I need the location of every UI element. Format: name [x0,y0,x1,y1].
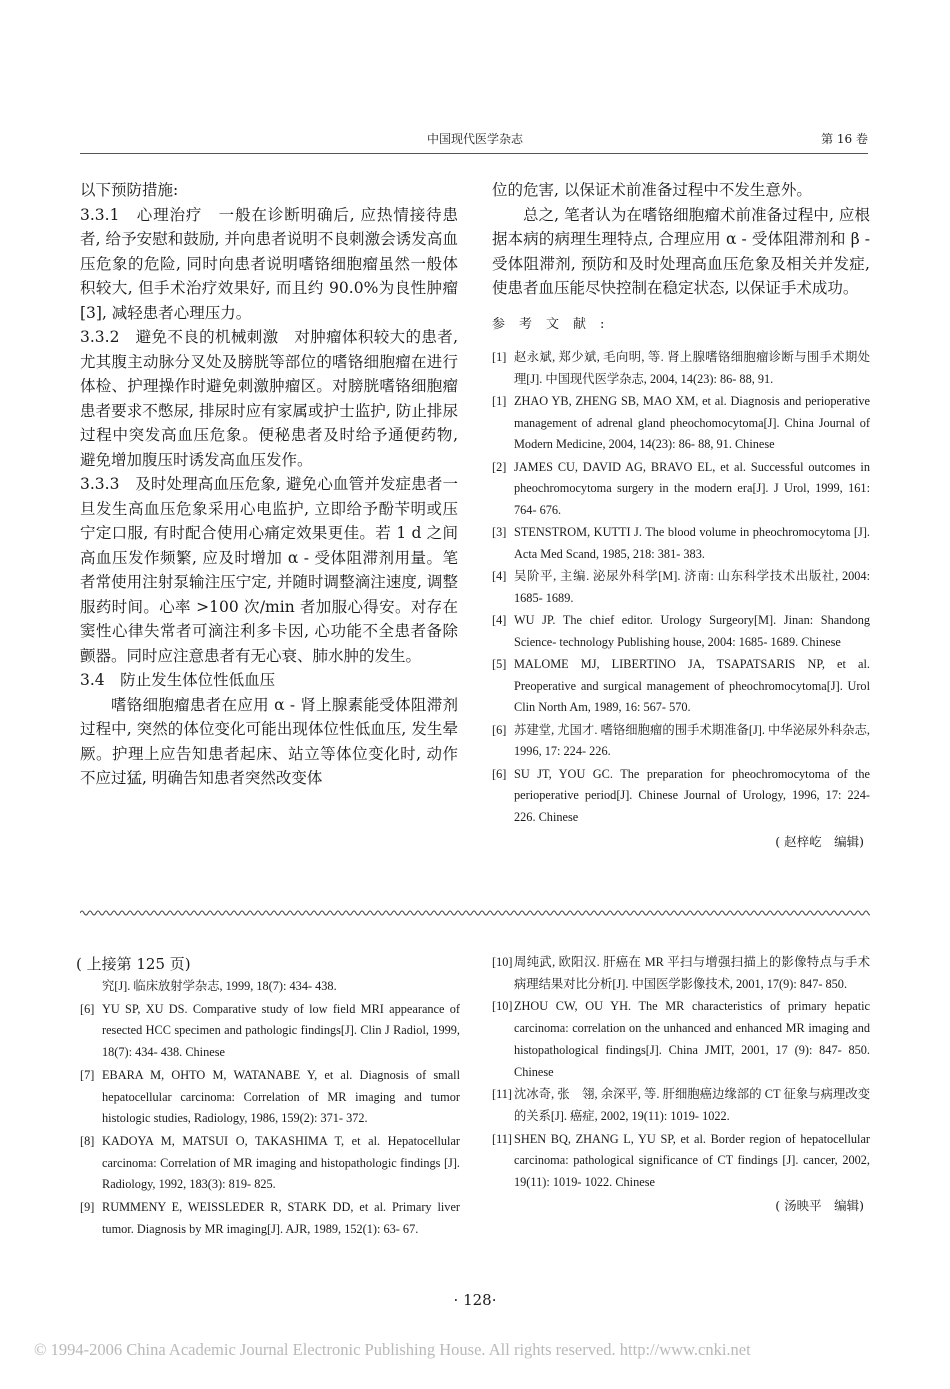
reference-item: [6] 苏建堂, 尤国才. 嗜铬细胞瘤的围手术期准备[J]. 中华泌尿外科杂志, 1996, 17: 224- 226. [492,722,870,758]
right-column [492,178,870,855]
reference-item: [6] YU SP, XU DS. Comparative study of low field MRI appearance of resected HCC specimen and pathologic findings[J]. Clin J Radiol, 1999, 18(7): 434- 438. Chinese [80,1001,460,1060]
paragraph-continued: 位的危害, 以保证术前准备过程中不发生意外。 [492,181,812,199]
reference-item: [1] ZHAO YB, ZHENG SB, MAO XM, et al. Diagnosis and perioperative management of adrenal gland pheochomocytoma[J]. China Journal of Modern Medicine, 2004, 14(23): 86- 88, 91. Chinese [492,394,870,451]
editor-credit: ( 汤映平 编辑) [775,1197,864,1213]
reference-item: [7] EBARA M, OHTO M, WATANABE Y, et al. Diagnosis of small hepatocellular carcinoma: Correlation of MR imaging and tumor histologic studies, Radiology, 1986, 159(2): 371- 372. [80,1067,460,1126]
running-header-journal: 中国现代医学杂志 [426,132,523,146]
references-title: 参考文献: [492,316,619,332]
editor-credit: ( 赵梓屹 编辑) [775,834,864,849]
reference-item: [10] ZHOU CW, OU YH. The MR characteristics of primary hepatic carcinoma: correlation on the unhanced and enhanced MR imaging and histopathological findings[J]. China JMIT, 2001, 17 (9): 847- 850. Chinese [492,999,870,1079]
reference-item: [1] 赵永斌, 郑少斌, 毛向明, 等. 肾上腺嗜铬细胞瘤诊断与围手术期处理[J]. 中国现代医学杂志, 2004, 14(23): 86- 88, 91. [492,350,870,386]
reference-item: [11] 沈冰奇, 张 翎, 余深平, 等. 肝细胞癌边缘部的 CT 征象与病理改变的关系[J]. 癌症, 2002, 19(11): 1019- 1022. [492,1087,870,1123]
continuation-right [492,952,870,1214]
reference-list [80,999,460,1241]
reference-continuation: 究[J]. 临床放射学杂志, 1999, 18(7): 434- 438. [102,979,337,993]
reference-item: [10] 周纯武, 欧阳汉. 肝癌在 MR 平扫与增强扫描上的影像特点与手术病理结果对比分析[J]. 中国医学影像技术, 2001, 17(9): 847- 850. [492,955,870,991]
paragraph-3-3-1: 3.3.1 心理治疗 一般在诊断明确后, 应热情接待患者, 给予安慰和鼓励, 并向患者说明不良刺激会诱发高血压危象的危险, 同时向患者说明嗜铬细胞瘤虽然一般体积较大, 但手术治疗效果好, 而且约 90.0%为良性肿瘤[3], 减轻患者心理压力。 [80,205,458,322]
reference-list [492,952,870,1194]
paragraph-3-4: 嗜铬细胞瘤患者在应用 α - 肾上腺素能受体阻滞剂过程中, 突然的体位变化可能出现体位性低血压, 发生晕厥。护理上应告知患者起床、站立等体位变化时, 动作不应过猛, 明确告知患者突然改变体 [80,695,458,787]
continued-from-note: ( 上接第 125 页) [76,955,191,973]
continuation-left [76,952,460,1241]
left-column [80,178,458,791]
reference-item: [3] STENSTROM, KUTTI J. The blood volume in pheochromocytoma [J]. Acta Med Scand, 1985, 218: 381- 383. [492,525,870,561]
reference-item: [6] SU JT, YOU GC. The preparation for pheochromocytoma of the perioperative period[J]. Chinese Journal of Urology, 1996, 17: 224- 226. Chinese [492,766,870,824]
paragraph-3-3-3: 3.3.3 及时处理高血压危象, 避免心血管并发症患者一旦发生高血压危象采用心电监护, 立即给予酚苄明或压宁定口服, 有时配合使用心痛定效果更佳。若 1 d 之间高血压发作频繁, 应及时增加 α - 受体阻滞剂用量。笔者常使用注射泵输注压宁定, 并随时调整滴注速度, 调整服药时间。心率 >100 次/min 者加服心得安。对存在窦性心律失常者可滴注利多卡因, 心功能不全患者备除颤器。同时应注意患者有无心衰、肺水肿的发生。 [80,475,458,665]
header-rule [80,153,868,154]
page-number: · 128· [453,1291,497,1309]
running-header-volume: 第 16 卷 [821,132,868,146]
paragraph-conclusion: 总之, 笔者认为在嗜铬细胞瘤术前准备过程中, 应根据本病的病理生理特点, 合理应用 α - 受体阻滞剂和 β - 受体阻滞剂, 预防和及时处理高血压危象及相关并发症, 使患者血压能尽快控制在稳定状态, 以保证手术成功。 [492,205,870,297]
paragraph-3-3-2: 3.3.2 避免不良的机械刺激 对肿瘤体积较大的患者, 尤其腹主动脉分叉处及膀胱等部位的嗜铬细胞瘤在进行体检、护理操作时避免刺激肿瘤区。对膀胱嗜铬细胞瘤患者要求不憋尿, 排尿时应有家属或护士监护, 防止排尿过程中突发高血压危象。便秘患者及时给予通便药物, 避免增加腹压时诱发高血压发作。 [80,328,458,469]
section-heading-3-4: 3.4 防止发生体位性低血压 [80,671,276,689]
reference-list [492,347,870,828]
reference-item: [11] SHEN BQ, ZHANG L, YU SP, et al. Border region of hepatocellular carcinoma: pathological significance of CT findings [J]. cancer, 2002, 19(11): 1019- 1022. Chinese [492,1131,870,1190]
paragraph: 以下预防措施: [80,181,179,199]
reference-item: [5] MALOME MJ, LIBERTINO JA, TSAPATSARIS NP, et al. Preoperative and surgical management of pheochromocytoma[J]. Urol Clin North Am, 1989, 16: 567- 570. [492,657,870,714]
wavy-divider-line [80,911,870,915]
reference-item: [8] KADOYA M, MATSUI O, TAKASHIMA T, et al. Hepatocellular carcinoma: Correlation of MR imaging and histopathologic findings [J]. Radiology, 1992, 183(3): 819- 825. [80,1133,460,1192]
reference-item: [4] 吴阶平, 主编. 泌尿外科学[M]. 济南: 山东科学技术出版社, 2004: 1685- 1689. [492,569,870,605]
reference-item: [9] RUMMENY E, WEISSLEDER R, STARK DD, et al. Primary liver tumor. Diagnosis by MR imaging[J]. AJR, 1989, 152(1): 63- 67. [80,1200,460,1236]
reference-item: [2] JAMES CU, DAVID AG, BRAVO EL, et al. Successful outcomes in pheochromocytoma surgery in the modern era[J]. J Urol, 1999, 161: 764- 676. [492,459,870,517]
reference-item: [4] WU JP. The chief editor. Urology Surgeory[M]. Jinan: Shandong Science- technology Publishing house, 2004: 1685- 1689. Chinese [492,613,870,649]
copyright-notice: © 1994-2006 China Academic Journal Electronic Publishing House. All rights reserved. http://www.cnki.net [34,1340,751,1359]
wavy-divider [80,908,870,918]
